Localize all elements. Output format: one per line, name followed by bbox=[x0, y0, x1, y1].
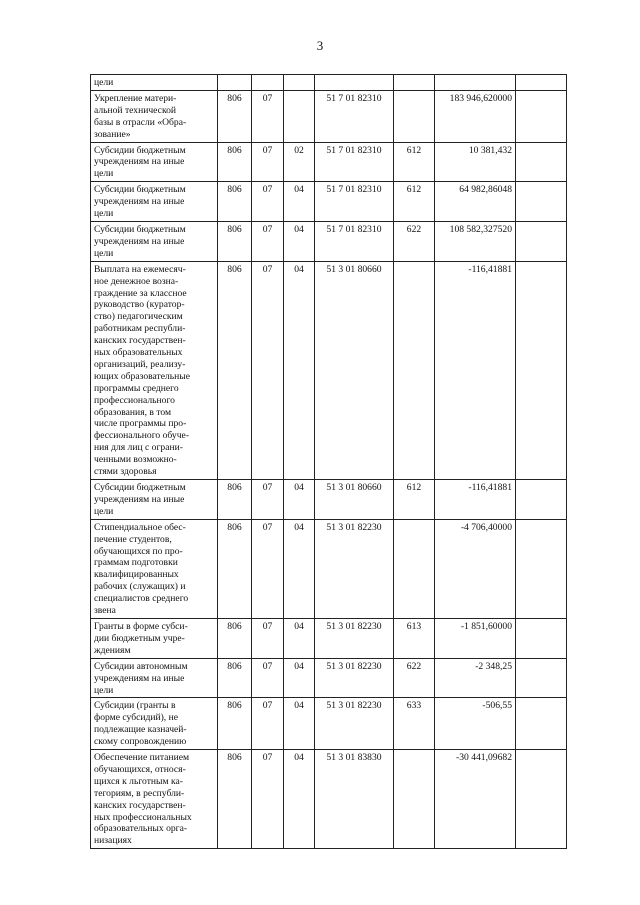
ministry-code-cell: 806 bbox=[218, 658, 252, 698]
expense-name-line: квалифицированных bbox=[94, 569, 179, 581]
section-code-cell: 07 bbox=[252, 658, 284, 698]
ministry-code-cell: 806 bbox=[218, 182, 252, 222]
table-row bbox=[91, 519, 567, 618]
section-code-cell bbox=[252, 75, 284, 91]
section-code-cell: 07 bbox=[252, 519, 284, 618]
expense-name-line: щихся к льготным ка- bbox=[94, 775, 183, 787]
section-code-cell: 07 bbox=[252, 142, 284, 182]
ministry-code-cell: 806 bbox=[218, 221, 252, 261]
expense-name-line: обучающихся по про- bbox=[94, 545, 183, 557]
expense-name-line: форме субсидий), не bbox=[94, 712, 179, 724]
section-code-cell: 07 bbox=[252, 698, 284, 750]
expense-name-line: канских государствен- bbox=[94, 799, 186, 811]
target-item-cell: 51 7 01 82310 bbox=[315, 221, 394, 261]
target-item-cell: 51 3 01 80660 bbox=[315, 261, 394, 479]
expense-name-cell bbox=[91, 75, 218, 91]
section-code-cell: 07 bbox=[252, 480, 284, 520]
expense-name-line: цели bbox=[94, 168, 114, 180]
expense-name-line: программы среднего bbox=[94, 382, 179, 394]
target-item-cell: 51 7 01 82310 bbox=[315, 142, 394, 182]
expense-name-line: руководство (куратор- bbox=[94, 299, 185, 311]
expense-name-line: тегориям, в республи- bbox=[94, 787, 185, 799]
target-item-cell: 51 7 01 82310 bbox=[315, 182, 394, 222]
expense-name-line: граммам подготовки bbox=[94, 557, 178, 569]
ministry-code-cell: 806 bbox=[218, 750, 252, 849]
extra-cell bbox=[516, 142, 567, 182]
amount-cell: -116,41881 bbox=[435, 480, 516, 520]
subsection-code-cell bbox=[284, 75, 315, 91]
expense-name-line: учреждениям на иные bbox=[94, 493, 185, 505]
amount-cell: -30 441,09682 bbox=[435, 750, 516, 849]
section-code-cell: 07 bbox=[252, 90, 284, 142]
amount-cell: -506,55 bbox=[435, 698, 516, 750]
expense-name-line: ждениям bbox=[94, 644, 131, 656]
expense-name-line: ных профессиональных bbox=[94, 811, 192, 823]
expense-name-line: Субсидии бюджетным bbox=[94, 184, 186, 196]
section-code-cell: 07 bbox=[252, 750, 284, 849]
expense-name-line: цели bbox=[94, 247, 114, 259]
amount-cell bbox=[435, 75, 516, 91]
expense-name-line: ния для лиц с ограни- bbox=[94, 442, 183, 454]
expense-name-line: низациях bbox=[94, 835, 132, 847]
table-row bbox=[91, 90, 567, 142]
subsection-code-cell: 04 bbox=[284, 519, 315, 618]
expense-name-line: организаций, реализу- bbox=[94, 358, 186, 370]
expense-name-line: работникам республи- bbox=[94, 323, 186, 335]
amount-cell: -2 348,25 bbox=[435, 658, 516, 698]
expense-name-line: цели bbox=[94, 77, 114, 88]
subsection-code-cell: 04 bbox=[284, 698, 315, 750]
target-item-cell: 51 3 01 80660 bbox=[315, 480, 394, 520]
extra-cell bbox=[516, 90, 567, 142]
expense-name-cell bbox=[91, 658, 218, 698]
ministry-code-cell bbox=[218, 75, 252, 91]
expense-name-line: рабочих (служащих) и bbox=[94, 581, 186, 593]
ministry-code-cell: 806 bbox=[218, 142, 252, 182]
expense-type-cell: 633 bbox=[394, 698, 435, 750]
expense-name-line: Выплата на ежемесяч- bbox=[94, 263, 186, 275]
extra-cell bbox=[516, 698, 567, 750]
expense-name-line: образования, в том bbox=[94, 406, 172, 418]
extra-cell bbox=[516, 750, 567, 849]
ministry-code-cell: 806 bbox=[218, 480, 252, 520]
expense-name-line: скому сопровождению bbox=[94, 736, 187, 748]
expense-name-line: ное денежное возна- bbox=[94, 275, 179, 287]
table-row bbox=[91, 142, 567, 182]
expense-type-cell bbox=[394, 90, 435, 142]
expense-name-line: Гранты в форме субси- bbox=[94, 620, 188, 632]
expense-name-cell bbox=[91, 750, 218, 849]
expense-name-line: Субсидии (гранты в bbox=[94, 700, 176, 712]
budget-table bbox=[90, 74, 567, 849]
subsection-code-cell: 04 bbox=[284, 182, 315, 222]
expense-name-line: стями здоровья bbox=[94, 466, 157, 478]
expense-type-cell bbox=[394, 261, 435, 479]
table-row bbox=[91, 261, 567, 479]
table-row bbox=[91, 698, 567, 750]
expense-type-cell: 612 bbox=[394, 142, 435, 182]
expense-type-cell bbox=[394, 750, 435, 849]
amount-cell: 10 381,432 bbox=[435, 142, 516, 182]
table-row bbox=[91, 75, 567, 91]
subsection-code-cell: 04 bbox=[284, 750, 315, 849]
expense-name-cell bbox=[91, 480, 218, 520]
ministry-code-cell: 806 bbox=[218, 90, 252, 142]
expense-name-line: ных образовательных bbox=[94, 347, 183, 359]
table-row bbox=[91, 618, 567, 658]
target-item-cell: 51 3 01 83830 bbox=[315, 750, 394, 849]
expense-name-line: звена bbox=[94, 605, 116, 617]
expense-name-line: Стипендиальное обес- bbox=[94, 521, 186, 533]
expense-name-line: Укрепление матери- bbox=[94, 92, 177, 104]
target-item-cell: 51 3 01 82230 bbox=[315, 698, 394, 750]
expense-name-line: учреждениям на иные bbox=[94, 235, 185, 247]
subsection-code-cell: 04 bbox=[284, 221, 315, 261]
expense-name-cell bbox=[91, 142, 218, 182]
expense-type-cell: 613 bbox=[394, 618, 435, 658]
expense-name-line: подлежащие казначей- bbox=[94, 724, 187, 736]
amount-cell: 108 582,327520 bbox=[435, 221, 516, 261]
expense-name-line: канских государствен- bbox=[94, 335, 186, 347]
amount-cell: 183 946,620000 bbox=[435, 90, 516, 142]
extra-cell bbox=[516, 75, 567, 91]
expense-name-line: Субсидии бюджетным bbox=[94, 223, 186, 235]
target-item-cell: 51 3 01 82230 bbox=[315, 519, 394, 618]
ministry-code-cell: 806 bbox=[218, 698, 252, 750]
extra-cell bbox=[516, 519, 567, 618]
expense-name-line: цели bbox=[94, 208, 114, 220]
amount-cell: -116,41881 bbox=[435, 261, 516, 479]
expense-name-line: ченными возможно- bbox=[94, 454, 177, 466]
ministry-code-cell: 806 bbox=[218, 519, 252, 618]
ministry-code-cell: 806 bbox=[218, 261, 252, 479]
expense-name-cell bbox=[91, 698, 218, 750]
expense-type-cell: 612 bbox=[394, 480, 435, 520]
expense-name-line: зование» bbox=[94, 128, 131, 140]
extra-cell bbox=[516, 658, 567, 698]
expense-name-line: печение студентов, bbox=[94, 533, 172, 545]
expense-name-line: фессионального обуче- bbox=[94, 430, 190, 442]
expense-name-cell bbox=[91, 261, 218, 479]
table-row bbox=[91, 658, 567, 698]
extra-cell bbox=[516, 618, 567, 658]
extra-cell bbox=[516, 261, 567, 479]
expense-name-cell bbox=[91, 90, 218, 142]
expense-type-cell: 612 bbox=[394, 182, 435, 222]
subsection-code-cell: 04 bbox=[284, 618, 315, 658]
subsection-code-cell: 04 bbox=[284, 658, 315, 698]
expense-name-line: Обеспечение питанием bbox=[94, 752, 190, 764]
section-code-cell: 07 bbox=[252, 261, 284, 479]
extra-cell bbox=[516, 182, 567, 222]
extra-cell bbox=[516, 221, 567, 261]
section-code-cell: 07 bbox=[252, 221, 284, 261]
expense-name-cell bbox=[91, 221, 218, 261]
table-row bbox=[91, 480, 567, 520]
expense-name-line: граждение за классное bbox=[94, 287, 187, 299]
subsection-code-cell: 04 bbox=[284, 480, 315, 520]
amount-cell: 64 982,86048 bbox=[435, 182, 516, 222]
expense-name-cell bbox=[91, 618, 218, 658]
expense-name-line: учреждениям на иные bbox=[94, 196, 185, 208]
target-item-cell: 51 3 01 82230 bbox=[315, 618, 394, 658]
ministry-code-cell: 806 bbox=[218, 618, 252, 658]
section-code-cell: 07 bbox=[252, 618, 284, 658]
table-row bbox=[91, 221, 567, 261]
expense-name-line: Субсидии автономным bbox=[94, 660, 188, 672]
expense-name-line: Субсидии бюджетным bbox=[94, 482, 186, 493]
expense-name-line: базы в отрасли «Обра- bbox=[94, 116, 187, 128]
table-body bbox=[91, 75, 567, 849]
expense-name-line: Субсидии бюджетным bbox=[94, 144, 186, 156]
target-item-cell: 51 7 01 82310 bbox=[315, 90, 394, 142]
expense-name-line: дии бюджетным учре- bbox=[94, 632, 185, 644]
amount-cell: -1 851,60000 bbox=[435, 618, 516, 658]
expense-name-line: образовательных орга- bbox=[94, 823, 188, 835]
amount-cell: -4 706,40000 bbox=[435, 519, 516, 618]
expense-name-line: обучающихся, относя- bbox=[94, 763, 186, 775]
expense-name-line: профессионального bbox=[94, 394, 175, 406]
expense-name-line: числе программы про- bbox=[94, 418, 187, 430]
extra-cell bbox=[516, 480, 567, 520]
expense-type-cell bbox=[394, 75, 435, 91]
expense-name-line: цели bbox=[94, 505, 114, 517]
expense-name-line: специалистов среднего bbox=[94, 593, 189, 605]
table-row bbox=[91, 750, 567, 849]
expense-type-cell: 622 bbox=[394, 658, 435, 698]
expense-name-line: цели bbox=[94, 684, 114, 696]
expense-name-line: альной технической bbox=[94, 104, 177, 116]
subsection-code-cell: 04 bbox=[284, 261, 315, 479]
target-item-cell bbox=[315, 75, 394, 91]
target-item-cell: 51 3 01 82230 bbox=[315, 658, 394, 698]
subsection-code-cell: 02 bbox=[284, 142, 315, 182]
expense-name-cell bbox=[91, 182, 218, 222]
subsection-code-cell bbox=[284, 90, 315, 142]
expense-name-line: ющих образовательные bbox=[94, 370, 191, 382]
expense-type-cell bbox=[394, 519, 435, 618]
table-row bbox=[91, 182, 567, 222]
expense-name-line: учреждениям на иные bbox=[94, 672, 185, 684]
expense-name-line: ство) педагогическим bbox=[94, 311, 183, 323]
expense-name-cell bbox=[91, 519, 218, 618]
expense-name-line: учреждениям на иные bbox=[94, 156, 185, 168]
section-code-cell: 07 bbox=[252, 182, 284, 222]
expense-type-cell: 622 bbox=[394, 221, 435, 261]
page-number: 3 bbox=[316, 38, 324, 53]
